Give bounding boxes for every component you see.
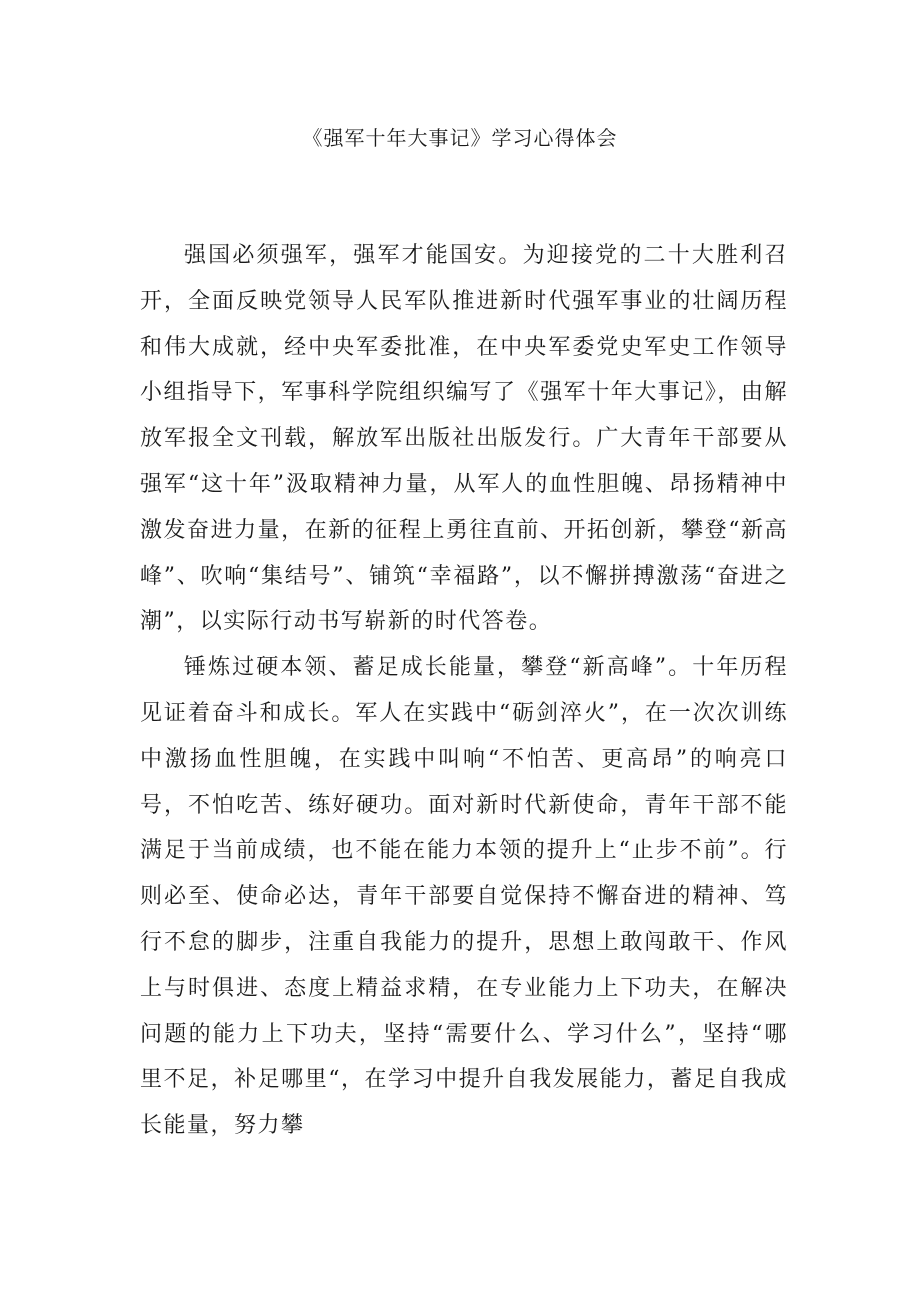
document-title: 《强军十年大事记》学习心得体会 xyxy=(302,126,618,150)
paragraph-new-peak: 锤炼过硬本领、蓄足成长能量，攀登“新高峰”。十年历程见证着奋斗和成长。军人在实践中“砺剑淬火”，在一次次训练中激扬血性胆魄，在实践中叫响“不怕苦、更高昂”的响亮口号，不怕吃苦、练好硬功。面对新时代新使命，青年干部不能满足于当前成绩，也不能在能力本领的提升上“止步不前”。行则必至、使命必达，青年干部要自觉保持不懈奋进的精神、笃行不怠的脚步，注重自我能力的提升，思想上敢闯敢干、作风上与时俱进、态度上精益求精，在专业能力上下功夫，在解决问题的能力上下功夫，坚持“需要什么、学习什么”，坚持“哪里不足，补足哪里“，在学习中提升自我发展能力，蓄足自我成长能量，努力攀 xyxy=(140,655,788,1139)
document-body xyxy=(140,233,788,1149)
paragraph-intro: 强国必须强军，强军才能国安。为迎接党的二十大胜利召开，全面反映党领导人民军队推进新时代强军事业的壮阔历程和伟大成就，经中央军委批准，在中央军委党史军史工作领导小组指导下，军事科学院组织编写了《强军十年大事记》，由解放军报全文刊载，解放军出版社出版发行。广大青年干部要从强军“这十年”汲取精神力量，从军人的血性胆魄、昂扬精神中激发奋进力量，在新的征程上勇往直前、开拓创新，攀登“新高峰”、吹响“集结号”、铺筑“幸福路”，以不懈拼搏激荡“奋进之潮”，以实际行动书写崭新的时代答卷。 xyxy=(140,243,788,635)
